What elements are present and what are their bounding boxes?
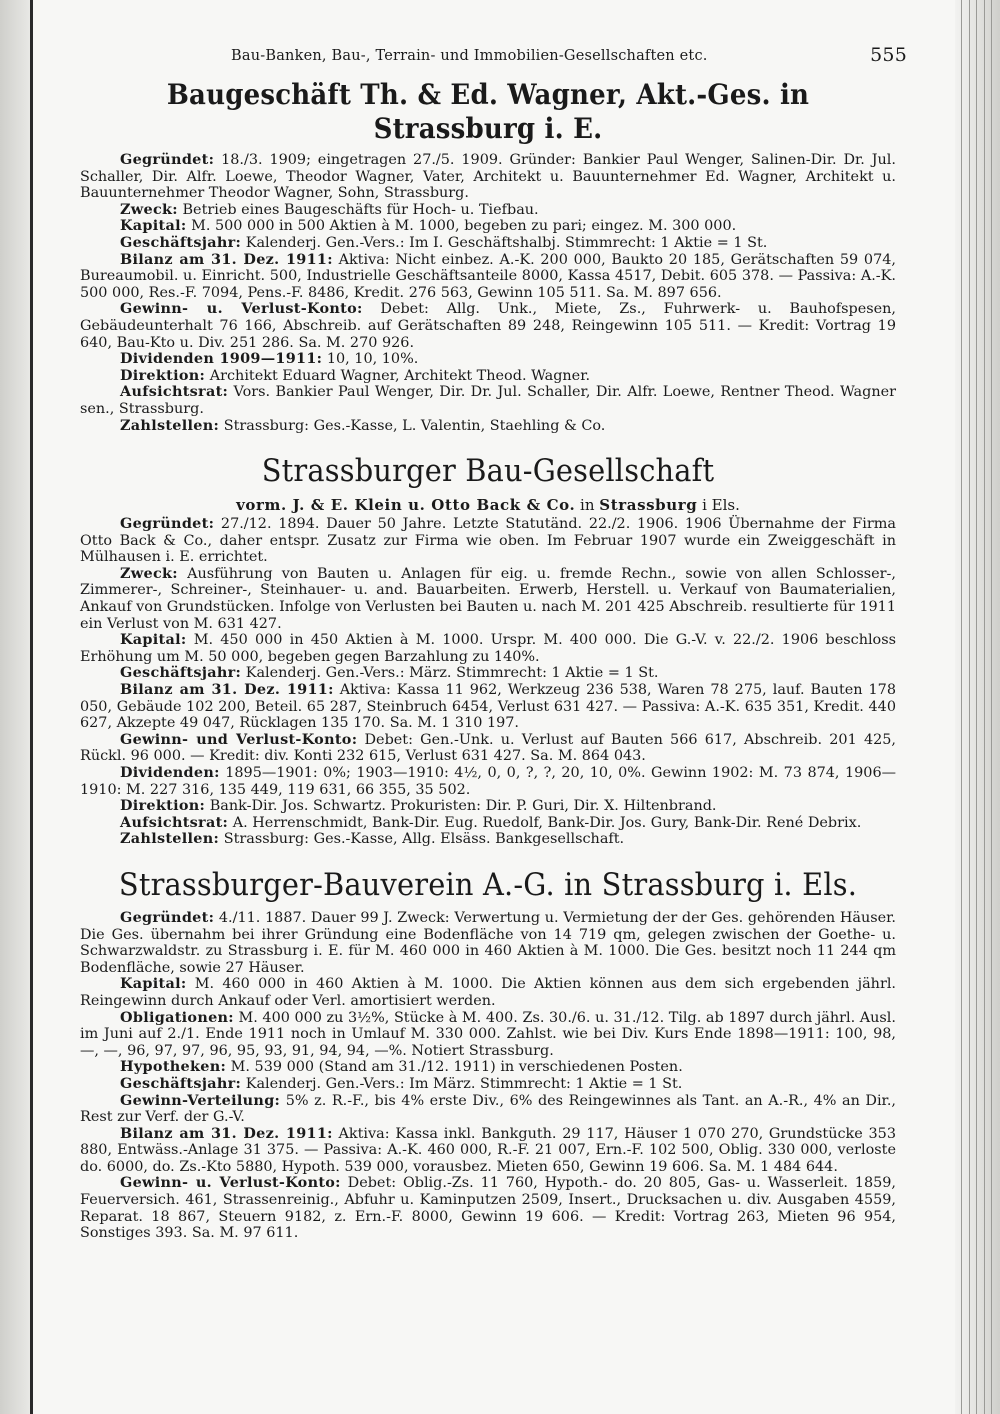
field-text: A. Herrenschmidt, Bank-Dir. Eug. Ruedolf, Bank-Dir. Jos. Gury, Bank-Dir. René Debrix. <box>228 814 862 831</box>
field-text: Strassburg: Ges.-Kasse, Allg. Elsäss. Bankgesellschaft. <box>219 831 625 848</box>
company-field <box>80 632 896 665</box>
page-edge-line <box>976 0 977 1414</box>
field-label: Gegründet: <box>120 908 215 926</box>
field-label: Gegründet: <box>120 151 215 168</box>
field-text: Architekt Eduard Wagner, Architekt Theod. Wagner. <box>205 367 591 384</box>
field-text: 4./11. 1887. Dauer 99 J. Zweck: Verwertung u. Vermietung der der Ges. gehörenden Häuser. Die Ges. übernahm bei ihrer Gründung eine Bodenfläche von 14 719 qm, gelegen zwischen der Goethe- u. Schwarzwaldstr. zu Strassburg i. E. für M. 460 000 in 460 Aktien à M. 1000. Die Ges. besitzt noch 11 244 qm Bodenfläche, sowie 27 Häuser. <box>80 909 896 976</box>
field-text: Debet: Allg. Unk., Miete, Zs., Fuhrwerk- u. Bauhofspesen, Gebäudeunterhalt 76 166, Abschreib. auf Gerätschaften 89 248, Reingewinn 105 511. — Kredit: Vortrag 19 640, Bau-Kto u. Div. 251 286. Sa. M. 270 926. <box>80 301 896 351</box>
field-text: Kalenderj. Gen.-Vers.: März. Stimmrecht: 1 Aktie = 1 St. <box>241 665 659 682</box>
page-edge-line <box>991 0 992 1414</box>
field-label: Direktion: <box>120 797 206 815</box>
page-edge-line <box>984 0 985 1414</box>
company-field <box>80 831 896 848</box>
company-entry <box>80 452 896 848</box>
field-text: Strassburg: Ges.-Kasse, L. Valentin, Staehling & Co. <box>219 417 606 434</box>
company-field <box>80 152 896 202</box>
field-text: 10, 10, 10%. <box>322 351 419 368</box>
company-field <box>80 798 896 815</box>
field-label: Geschäftsjahr: <box>120 1074 242 1092</box>
company-entry <box>80 78 896 434</box>
field-label: Kapital: <box>120 217 187 235</box>
company-field <box>80 1093 896 1126</box>
company-title: Strassburger Bau-Gesellschaft <box>261 453 715 490</box>
company-field <box>80 202 896 219</box>
scan-right-edge <box>955 0 1000 1414</box>
field-text: Kalenderj. Gen.-Vers.: Im März. Stimmrecht: 1 Aktie = 1 St. <box>241 1075 683 1092</box>
field-text: Aktiva: Kassa 11 962, Werkzeug 236 538, Waren 78 275, lauf. Bauten 178 050, Gebäude 102 200, Beteil. 65 287, Steinbruch 6454, Verlust 631 427. — Passiva: A.-K. 635 351, Kredit. 440 627, Akzepte 49 047, Rücklagen 135 170. Sa. M. 1 310 197. <box>80 682 896 732</box>
field-label: Bilanz am 31. Dez. 1911: <box>120 1124 333 1142</box>
company-field <box>80 1059 896 1076</box>
field-text: 1895—1901: 0%; 1903—1910: 4½, 0, 0, ?, ?, 20, 10, 0%. Gewinn 1902: M. 73 874, 1906—1910: M. 227 316, 135 449, 119 631, 66 355, 35 502. <box>80 765 896 798</box>
document-page <box>30 0 958 1414</box>
company-title: Baugeschäft Th. & Ed. Wagner, Akt.-Ges. in Strassburg i. E. <box>166 78 810 145</box>
field-text: Bank-Dir. Jos. Schwartz. Prokuristen: Dir. P. Guri, Dir. X. Hiltenbrand. <box>205 798 717 815</box>
company-field <box>80 765 896 798</box>
company-field <box>80 252 896 302</box>
field-text: Kalenderj. Gen.-Vers.: Im I. Geschäftshalbj. Stimmrecht: 1 Aktie = 1 St. <box>241 234 768 251</box>
page-edge-line <box>969 0 970 1414</box>
field-text: Vors. Bankier Paul Wenger, Dir. Dr. Jul. Schaller, Dir. Alfr. Loewe, Rentner Theod. Wagner sen., Strassburg. <box>80 384 896 417</box>
field-text: Aktiva: Nicht einbez. A.-K. 200 000, Baukto 20 185, Gerätschaften 59 074, Bureaumobil. u. Einricht. 500, Industrielle Geschäftsanteile 8000, Kassa 4517, Debit. 605 378. — Passiva: A.-K. 500 000, Res.-F. 7094, Pens.-F. 8486, Kredit. 276 563, Gewinn 105 511. Sa. M. 897 656. <box>80 251 896 301</box>
company-field <box>80 976 896 1009</box>
field-text: M. 450 000 in 450 Aktien à M. 1000. Urspr. M. 400 000. Die G.-V. v. 22./2. 1906 beschloss Erhöhung um M. 50 000, begeben gegen Barzahlung zu 140%. <box>80 632 896 665</box>
field-label: Gewinn- und Verlust-Konto: <box>120 730 358 748</box>
company-field <box>80 368 896 385</box>
field-label: Dividenden: <box>120 764 220 781</box>
field-text: M. 460 000 in 460 Aktien à M. 1000. Die Aktien können aus dem sich ergebenden jährl. Reingewinn durch Ankauf oder Verl. amortisiert werden. <box>80 976 896 1009</box>
field-label: Gewinn- u. Verlust-Konto: <box>120 1174 341 1192</box>
company-field <box>80 418 896 435</box>
field-text: M. 400 000 zu 3½%, Stücke à M. 400. Zs. 30./6. u. 31./12. Tilg. ab 1897 durch jährl. Ausl. im Juni auf 2./1. Ende 1911 noch in Umlauf M. 330 000. Zahlst. wie bei Div. Kurs Ende 1898—1911: 100, 98, —, —, 96, 97, 97, 96, 95, 93, 91, 94, 94, —%. Notiert Strassburg. <box>80 1009 896 1059</box>
field-text: Betrieb eines Baugeschäfts für Hoch- u. Tiefbau. <box>177 201 539 218</box>
page-content <box>80 78 896 1254</box>
field-label: Obligationen: <box>120 1008 234 1026</box>
field-text: Aktiva: Kassa inkl. Bankguth. 29 117, Häuser 1 070 270, Grundstücke 353 880, Entwäss.-Anlage 31 375. — Passiva: A.-K. 460 000, R.-F. 21 007, Ern.-F. 102 500, Oblig. 330 000, verloste do. 6000, do. Zs.-Kto 5880, Hypoth. 539 000, vorausbez. Mieten 650, Gewinn 19 606. Sa. M. 1 484 644. <box>80 1125 896 1175</box>
field-text: Debet: Oblig.-Zs. 11 760, Hypoth.- do. 20 805, Gas- u. Wasserleit. 1859, Feuerversich. 461, Strassenreinig., Abfuhr u. Kaminputzen 2509, Insert., Drucksachen u. div. Ausgaben 4559, Reparat. 18 867, Steuern 9182, z. Ern.-F. 8000, Gewinn 19 606. — Kredit: Vortrag 263, Mieten 96 954, Sonstiges 393. Sa. M. 97 611. <box>80 1175 897 1242</box>
company-field <box>80 516 896 566</box>
company-field <box>80 235 896 252</box>
scan-left-margin <box>0 0 30 1414</box>
subtitle-city: Strassburg <box>599 496 698 515</box>
field-label: Direktion: <box>120 366 206 384</box>
company-field <box>80 1175 896 1241</box>
company-field <box>80 351 896 368</box>
field-text: Ausführung von Bauten u. Anlagen für eig. u. fremde Rechn., sowie von allen Schlosser-, Zimmerer-, Schreiner-, Steinhauer- u. and. Bauarbeiten. Erwerb, Herstell. u. Verkauf von Baumaterialien, Ankauf von Grundstücken. Infolge von Verlusten bei Bauten u. nach M. 201 425 Abschreib. resultierte für 1911 ein Verlust von M. 631 427. <box>80 565 896 632</box>
company-field <box>80 910 896 976</box>
field-text: 18./3. 1909; eingetragen 27./5. 1909. Gründer: Bankier Paul Wenger, Salinen-Dir. Dr. Jul. Schaller, Dir. Alfr. Loewe, Theodor Wagner, Vater, Architekt u. Bauunternehmer Ed. Wagner, Architekt u. Bauunternehmer Theodor Wagner, Sohn, Strassburg. <box>80 152 896 202</box>
field-label: Geschäftsjahr: <box>120 664 242 682</box>
field-label: Kapital: <box>120 631 187 649</box>
field-label: Dividenden 1909—1911: <box>120 350 323 368</box>
field-label: Aufsichtsrat: <box>120 383 229 401</box>
field-text: Debet: Gen.-Unk. u. Verlust auf Bauten 566 617, Abschreib. 201 425, Rückl. 96 000. — Kredit: div. Konti 232 615, Verlust 631 427. Sa. M. 864 043. <box>80 731 896 765</box>
subtitle-connector: in <box>575 496 600 515</box>
field-label: Zweck: <box>120 564 178 582</box>
company-field <box>80 1010 896 1060</box>
field-label: Gewinn- u. Verlust-Konto: <box>120 300 363 318</box>
company-field <box>80 1126 896 1176</box>
field-label: Kapital: <box>120 975 187 993</box>
company-field <box>80 301 896 351</box>
field-label: Gewinn-Verteilung: <box>120 1091 281 1109</box>
field-label: Bilanz am 31. Dez. 1911: <box>120 681 334 699</box>
field-label: Geschäftsjahr: <box>120 233 242 251</box>
field-text: 5% z. R.-F., bis 4% erste Div., 6% des Reingewinnes als Tant. an A.-R., 4% an Dir., Rest zur Verf. der G.-V. <box>80 1092 896 1126</box>
company-field <box>80 665 896 682</box>
field-label: Bilanz am 31. Dez. 1911: <box>120 250 333 268</box>
company-field <box>80 732 896 765</box>
page-header <box>231 44 907 72</box>
field-label: Zahlstellen: <box>120 830 220 848</box>
company-field <box>80 815 896 832</box>
page-number: 555 <box>870 44 907 66</box>
field-label: Zahlstellen: <box>120 416 220 434</box>
subtitle-former-name: vorm. J. & E. Klein u. Otto Back & Co. <box>236 496 576 515</box>
company-field <box>80 218 896 235</box>
company-field <box>80 1076 896 1093</box>
company-field <box>80 682 896 732</box>
field-label: Hypotheken: <box>120 1058 227 1076</box>
company-subtitle <box>80 496 896 514</box>
company-field <box>80 566 896 632</box>
company-field <box>80 384 896 417</box>
company-entry <box>80 866 896 1242</box>
field-label: Aufsichtsrat: <box>120 813 229 831</box>
running-title: Bau-Banken, Bau-, Terrain- und Immobilien-Gesellschaften etc. <box>231 48 708 64</box>
company-title: Strassburger-Bauverein A.-G. in Strassburg i. Els. <box>118 866 858 903</box>
field-text: 27./12. 1894. Dauer 50 Jahre. Letzte Statutänd. 22./2. 1906. 1906 Übernahme der Firma Otto Back & Co., daher entspr. Zusatz zur Firma wie oben. Im Februar 1907 wurde ein Zweiggeschäft in Mülhausen i. E. errichtet. <box>80 516 896 566</box>
subtitle-region: i Els. <box>697 496 740 515</box>
field-label: Gegründet: <box>120 515 215 533</box>
page-edge-line <box>961 0 962 1414</box>
field-text: M. 500 000 in 500 Aktien à M. 1000, begeben zu pari; eingez. M. 300 000. <box>186 218 737 235</box>
field-text: M. 539 000 (Stand am 31./12. 1911) in verschiedenen Posten. <box>226 1059 683 1076</box>
field-label: Zweck: <box>120 200 178 218</box>
